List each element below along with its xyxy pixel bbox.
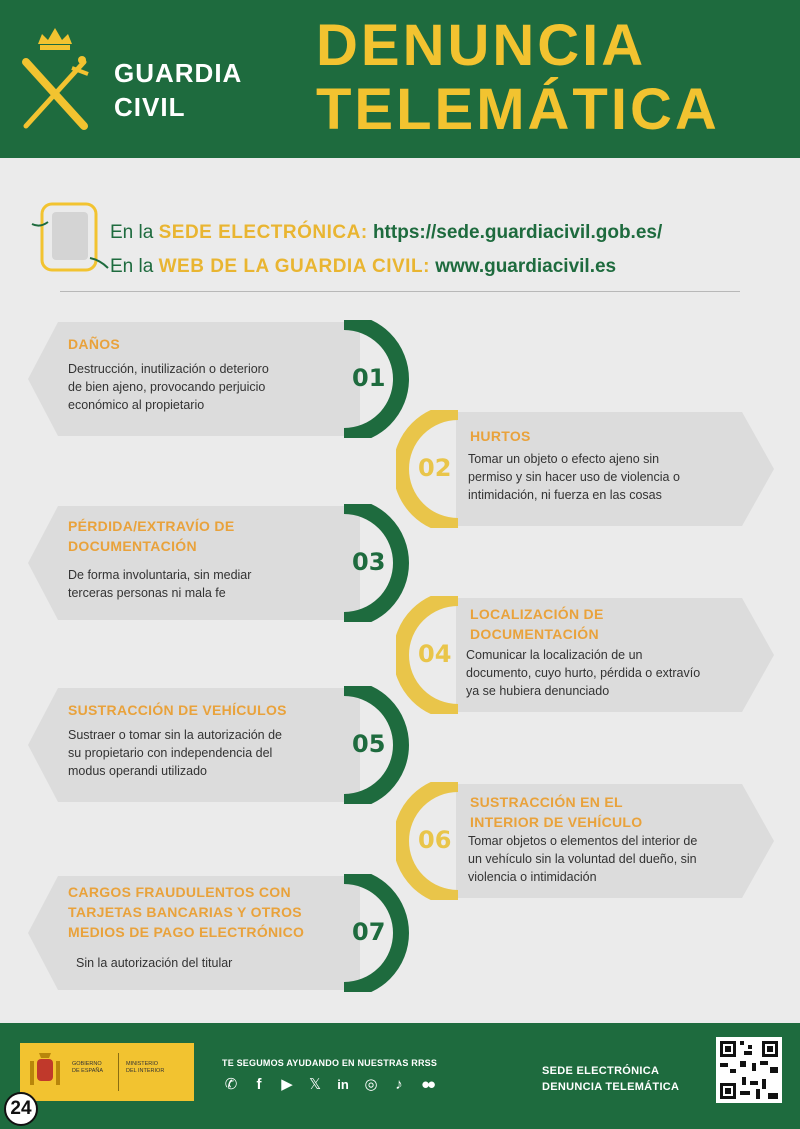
sede-text: SEDE ELECTRÓNICA DENUNCIA TELEMÁTICA	[542, 1065, 680, 1093]
smartphone-icon	[30, 198, 110, 276]
item-number: 06	[418, 826, 452, 854]
item-number: 05	[352, 730, 386, 758]
item-title: DAÑOS	[68, 336, 121, 352]
line2-prefix: En la	[110, 256, 154, 277]
item-card-03	[26, 504, 416, 622]
item-description: Sin la autorización del titular	[76, 956, 233, 970]
whatsapp-icon[interactable]: ✆	[224, 1076, 238, 1093]
item-title: SUSTRACCIÓN EN EL INTERIOR DE VEHÍCULO	[470, 794, 643, 830]
item-card-04	[396, 596, 776, 714]
line2-highlight: WEB DE LA GUARDIA CIVIL:	[158, 256, 430, 277]
org-line-1: GUARDIA	[114, 58, 243, 88]
item-description: Destrucción, inutilización o deterioro de bien ajeno, provocando perjuicio económico al propietario	[68, 362, 269, 412]
x-icon[interactable]: 𝕏	[308, 1076, 322, 1093]
divider	[60, 291, 740, 292]
gobierno-logo	[20, 1043, 194, 1101]
item-card-06	[396, 782, 776, 900]
follow-text: TE SEGUMOS AYUDANDO EN NUESTRAS RRSS	[222, 1058, 438, 1068]
gov-divider	[118, 1053, 119, 1091]
gov-text: GOBIERNO DE ESPAÑA	[72, 1061, 104, 1074]
item-number: 03	[352, 548, 386, 576]
item-card-01	[26, 320, 416, 438]
org-line-2: CIVIL	[114, 92, 186, 122]
item-number: 01	[352, 364, 386, 392]
item-title: PÉRDIDA/EXTRAVÍO DE DOCUMENTACIÓN	[68, 518, 235, 554]
item-description: Tomar un objeto o efecto ajeno sin permiso y sin hacer uso de violencia o intimidación, ni fuerza en las cosas	[468, 452, 680, 502]
site-badge: 24	[4, 1092, 38, 1126]
item-title: SUSTRACCIÓN DE VEHÍCULOS	[68, 702, 287, 718]
item-title: CARGOS FRAUDULENTOS CON TARJETAS BANCARIAS Y OTROS MEDIOS DE PAGO ELECTRÓNICO	[68, 884, 305, 940]
item-number: 04	[418, 640, 452, 668]
item-card-02	[396, 410, 776, 528]
item-title: HURTOS	[470, 428, 531, 444]
line1-prefix: En la	[110, 222, 154, 243]
item-description: De forma involuntaria, sin mediar terceras personas ni mala fe	[68, 568, 252, 600]
line1-highlight: SEDE ELECTRÓNICA:	[158, 222, 368, 243]
facebook-icon[interactable]: f	[256, 1076, 262, 1093]
web-url-link[interactable]: www.guardiacivil.es	[435, 256, 617, 277]
coat-of-arms-icon	[28, 1051, 62, 1093]
sede-electronica-line	[110, 222, 662, 244]
item-description: Sustraer o tomar sin la autorización de su propietario con independencia del modus operandi utilizado	[68, 728, 282, 778]
instagram-icon[interactable]: ◎	[364, 1076, 378, 1093]
sede-url-link[interactable]: https://sede.guardiacivil.gob.es/	[372, 222, 663, 243]
item-number: 02	[418, 454, 452, 482]
organization-name	[114, 56, 242, 124]
social-icons	[222, 1075, 436, 1095]
title-line-2: TELEMÁTICA	[316, 77, 720, 142]
ministry-text: MINISTERIO DEL INTERIOR	[126, 1061, 165, 1074]
item-title: LOCALIZACIÓN DE DOCUMENTACIÓN	[470, 606, 604, 642]
qr-code-icon[interactable]	[716, 1037, 782, 1103]
tiktok-icon[interactable]: ♪	[395, 1076, 403, 1093]
item-description: Comunicar la localización de un documento, cuyo hurto, pérdida o extravío ya se hubiera denunciado	[466, 648, 701, 698]
item-description: Tomar objetos o elementos del interior de un vehículo sin la voluntad del dueño, sin violencia o intimidación	[468, 834, 698, 884]
item-card-05	[26, 686, 416, 804]
youtube-icon[interactable]: ▶	[281, 1076, 293, 1093]
item-card-07	[26, 874, 416, 992]
flickr-icon[interactable]: ●●	[420, 1076, 434, 1093]
page-title	[316, 14, 720, 142]
item-number: 07	[352, 918, 386, 946]
guardia-civil-emblem-icon	[18, 22, 92, 134]
linkedin-icon[interactable]: in	[337, 1077, 349, 1092]
footer	[0, 1023, 800, 1129]
header	[0, 0, 800, 158]
title-line-1: DENUNCIA	[316, 13, 647, 78]
web-guardia-civil-line	[110, 256, 616, 278]
